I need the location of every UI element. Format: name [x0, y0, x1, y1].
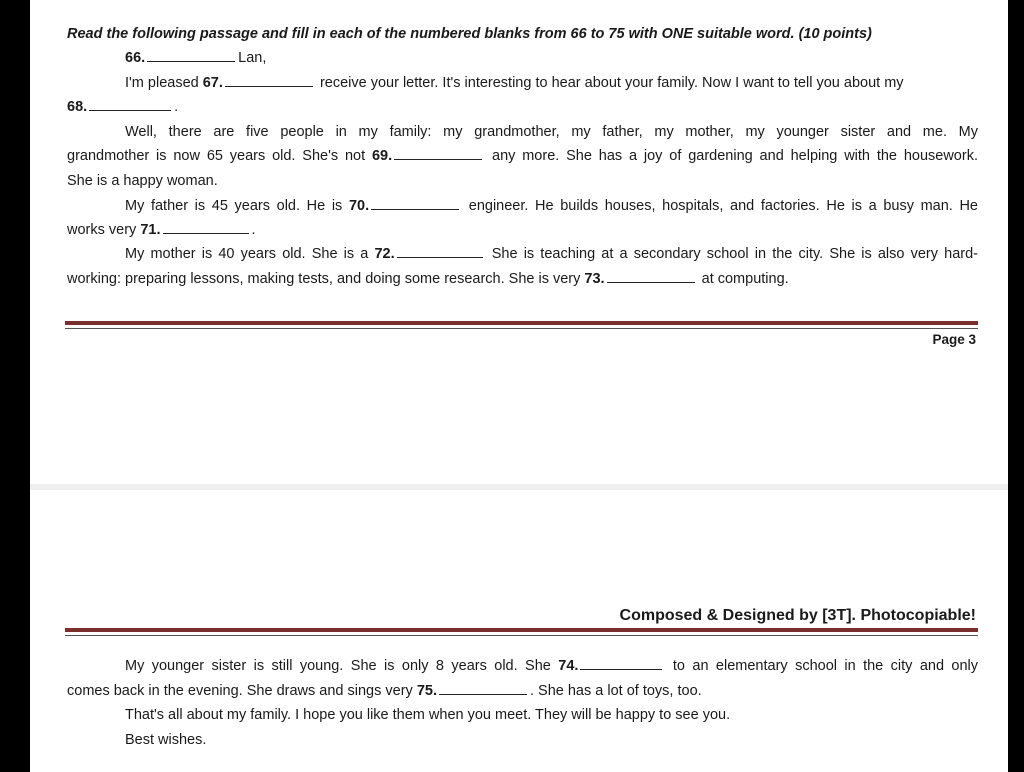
blank-75[interactable] — [439, 682, 527, 695]
text-segment: works very — [67, 222, 137, 238]
blank-66[interactable] — [147, 49, 235, 62]
line-69 — [67, 147, 978, 165]
divider-rule — [65, 321, 978, 325]
line-68 — [67, 98, 178, 116]
punctuation: . — [251, 222, 256, 238]
text-segment: working: preparing lessons, making tests, and doing some research. She is very — [67, 271, 581, 287]
line-closing: That's all about my family. I hope you like them when you meet. They will be happy to see you. — [125, 707, 731, 723]
blank-number-72: 72. — [374, 246, 395, 262]
divider-rule — [65, 328, 978, 329]
divider-rule — [65, 628, 978, 632]
line-sign-off: Best wishes. — [125, 732, 207, 748]
blank-number-68: 68. — [67, 99, 88, 115]
blank-number-66: 66. — [125, 50, 146, 66]
line-71 — [67, 221, 256, 239]
worksheet-page-bottom — [30, 490, 1008, 772]
line-happy-woman: She is a happy woman. — [67, 173, 218, 189]
text-segment: comes back in the evening. She draws and sings very — [67, 683, 413, 699]
text-segment: My younger sister is still young. She is only 8 years old. She — [125, 658, 551, 674]
line-74 — [125, 657, 978, 675]
text-segment: grandmother is now 65 years old. She's not — [67, 148, 366, 164]
blank-70[interactable] — [371, 197, 459, 210]
blank-71[interactable] — [163, 221, 249, 234]
greeting-name: Lan, — [238, 50, 267, 66]
blank-69[interactable] — [394, 147, 482, 160]
blank-number-69: 69. — [371, 148, 393, 164]
text-segment: She is teaching at a secondary school in the city. She is also very hard- — [491, 246, 978, 262]
line-greeting — [125, 49, 266, 67]
text-segment: receive your letter. It's interesting to hear about your family. Now I want to tell you about my — [319, 75, 904, 91]
blank-number-74: 74. — [558, 658, 579, 674]
blank-67[interactable] — [225, 74, 313, 87]
text-segment: My mother is 40 years old. She is a — [125, 246, 369, 262]
text-segment: . She has a lot of toys, too. — [529, 683, 702, 699]
text-segment: to an elementary school in the city and only — [672, 658, 978, 674]
line-70 — [125, 197, 978, 215]
punctuation: . — [174, 99, 179, 115]
paragraph-family-intro: Well, there are five people in my family: my grandmother, my father, my mother, my younger sister and me. My — [125, 124, 978, 140]
blank-74[interactable] — [580, 657, 662, 670]
text-segment: My father is 45 years old. He is — [125, 198, 343, 214]
blank-number-67: 67. — [202, 75, 223, 91]
line-72 — [125, 245, 978, 263]
text-segment: any more. She has a joy of gardening and helping with the housework. — [492, 148, 978, 164]
line-73 — [67, 270, 789, 288]
blank-72[interactable] — [397, 245, 483, 258]
footer-credit: Composed & Designed by [3T]. Photocopiable! — [619, 607, 976, 624]
text-segment: I'm pleased — [125, 75, 199, 91]
blank-73[interactable] — [607, 270, 695, 283]
page-number: Page 3 — [932, 332, 976, 347]
blank-68[interactable] — [89, 98, 171, 111]
blank-number-70: 70. — [348, 198, 370, 214]
worksheet-page-top — [30, 0, 1008, 484]
divider-rule — [65, 635, 978, 636]
line-75 — [67, 682, 702, 700]
exercise-instruction: Read the following passage and fill in each of the numbered blanks from 66 to 75 with ONE suitable word. (10 points) — [67, 26, 872, 42]
blank-number-71: 71. — [140, 222, 161, 238]
blank-number-75: 75. — [416, 683, 437, 699]
blank-number-73: 73. — [584, 271, 605, 287]
text-segment: engineer. He builds houses, hospitals, and factories. He is a busy man. He — [468, 198, 978, 214]
line-67 — [125, 74, 904, 92]
text-segment: at computing. — [701, 271, 789, 287]
